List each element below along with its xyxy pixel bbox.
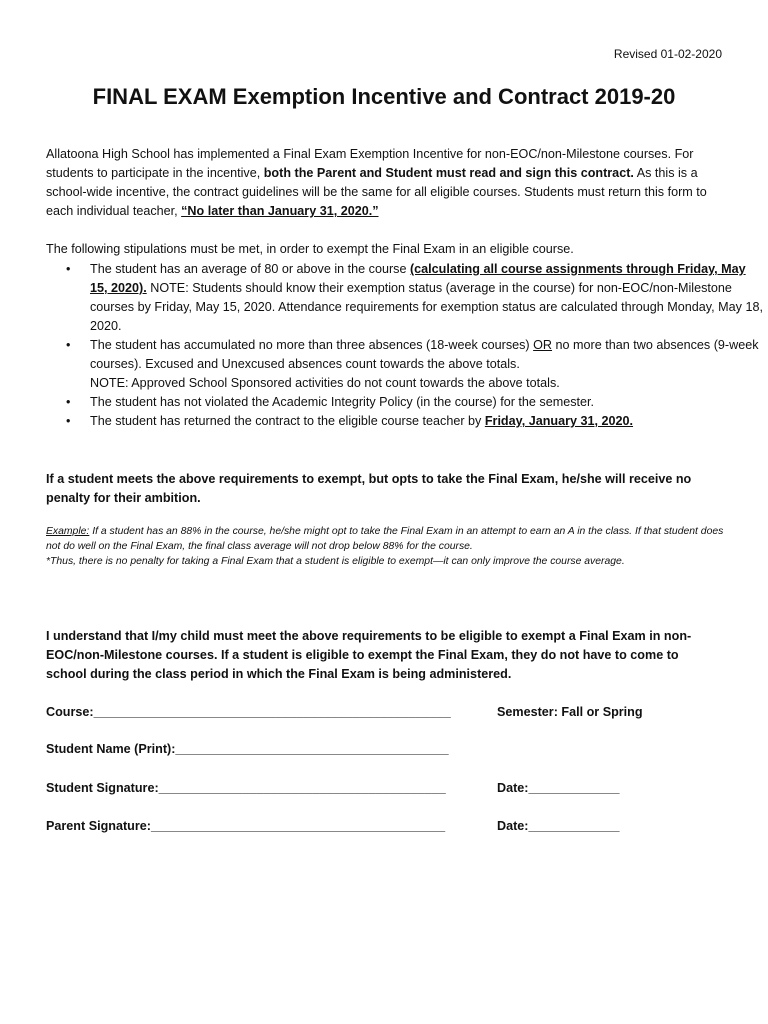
- stipulations-list: [46, 260, 766, 431]
- intro-deadline: “No later than January 31, 2020.”: [181, 204, 379, 218]
- example-block: [46, 524, 726, 569]
- ambition-statement: If a student meets the above requirements to exempt, but opts to take the Final Exam, he/she will receive no penalty for their ambition.: [46, 472, 692, 505]
- parent-date-field[interactable]: Date:_____________: [497, 819, 620, 833]
- stipulation-average-note: NOTE: Students should know their exemption status (average in the course) for non-EOC/non-Milestone courses by Friday, May 15, 2020. Attendance requirements for exemption status are calculated through Monday, May 18, 2020.: [90, 281, 763, 333]
- example-text: If a student has an 88% in the course, he/she might opt to take the Final Exam in an attempt to earn an A in the class. If that student does not do well on the Final Exam, the final class average will not drop below 88% for the course.: [46, 526, 724, 552]
- parent-signature-field[interactable]: Parent Signature:__________________________________________: [46, 819, 446, 833]
- intro-text-2: As this is a school-wide incentive, the contract guidelines will be the same for all eligible courses. Students must return this form to each individual teacher,: [46, 166, 707, 218]
- parent-signature-row: [46, 819, 726, 833]
- example-note: *Thus, there is no penalty for taking a Final Exam that a student is eligible to exempt—it can only improve the course average.: [46, 556, 625, 567]
- course-row: [46, 705, 726, 719]
- stipulation-integrity-text: The student has not violated the Academic Integrity Policy (in the course) for the semester.: [90, 395, 595, 409]
- stipulation-absences-text-1: The student has accumulated no more than three absences (18-week courses): [90, 338, 534, 352]
- course-field[interactable]: Course:___________________________________________________: [46, 705, 451, 719]
- stipulation-average: [90, 260, 766, 336]
- stipulation-absences: [90, 336, 766, 393]
- stipulation-average-date: (calculating all course assignments through Friday, May 15, 2020).: [90, 262, 746, 295]
- student-date-field[interactable]: Date:_____________: [497, 781, 620, 795]
- student-name-row: [46, 742, 726, 756]
- student-signature-field[interactable]: Student Signature:_________________________________________: [46, 781, 446, 795]
- stipulation-contract-return-text: The student has returned the contract to the eligible course teacher by: [90, 414, 485, 428]
- understanding-statement: I understand that I/my child must meet the above requirements to be eligible to exempt a Final Exam in non-EOC/non-Milestone courses. If a student is eligible to exempt the Final Exam, they do not have to come to school during the class period in which the Final Exam is being administered.: [46, 629, 692, 681]
- intro-bold-requirement: both the Parent and Student must read and sign this contract.: [263, 166, 634, 180]
- stipulation-absences-text-2: no more than two absences (9-week courses). Excused and Unexcused absences count towards the above totals.: [90, 338, 759, 371]
- semester-field[interactable]: Semester: Fall or Spring: [497, 705, 643, 719]
- example-label: Example:: [46, 526, 90, 537]
- intro-text-1: Allatoona High School has implemented a Final Exam Exemption Incentive for non-EOC/non-Milestone courses. For students to participate in the incentive,: [46, 147, 694, 180]
- stipulation-contract-return: [90, 412, 766, 431]
- student-signature-row: [46, 781, 726, 795]
- stipulation-integrity: [90, 393, 766, 412]
- stipulations-lead: The following stipulations must be met, in order to exempt the Final Exam in an eligible course.: [46, 242, 574, 256]
- stipulation-absences-or: OR: [533, 338, 553, 352]
- revised-date: Revised 01-02-2020: [613, 47, 722, 61]
- intro-paragraph: [46, 145, 722, 221]
- document-title: FINAL EXAM Exemption Incentive and Contract 2019-20: [92, 84, 676, 109]
- stipulation-contract-return-date: Friday, January 31, 2020.: [484, 414, 634, 428]
- stipulation-average-text: The student has an average of 80 or above in the course: [90, 262, 410, 276]
- stipulation-absences-note: NOTE: Approved School Sponsored activities do not count towards the above totals.: [90, 376, 560, 390]
- student-name-field[interactable]: Student Name (Print):_______________________________________: [46, 742, 449, 756]
